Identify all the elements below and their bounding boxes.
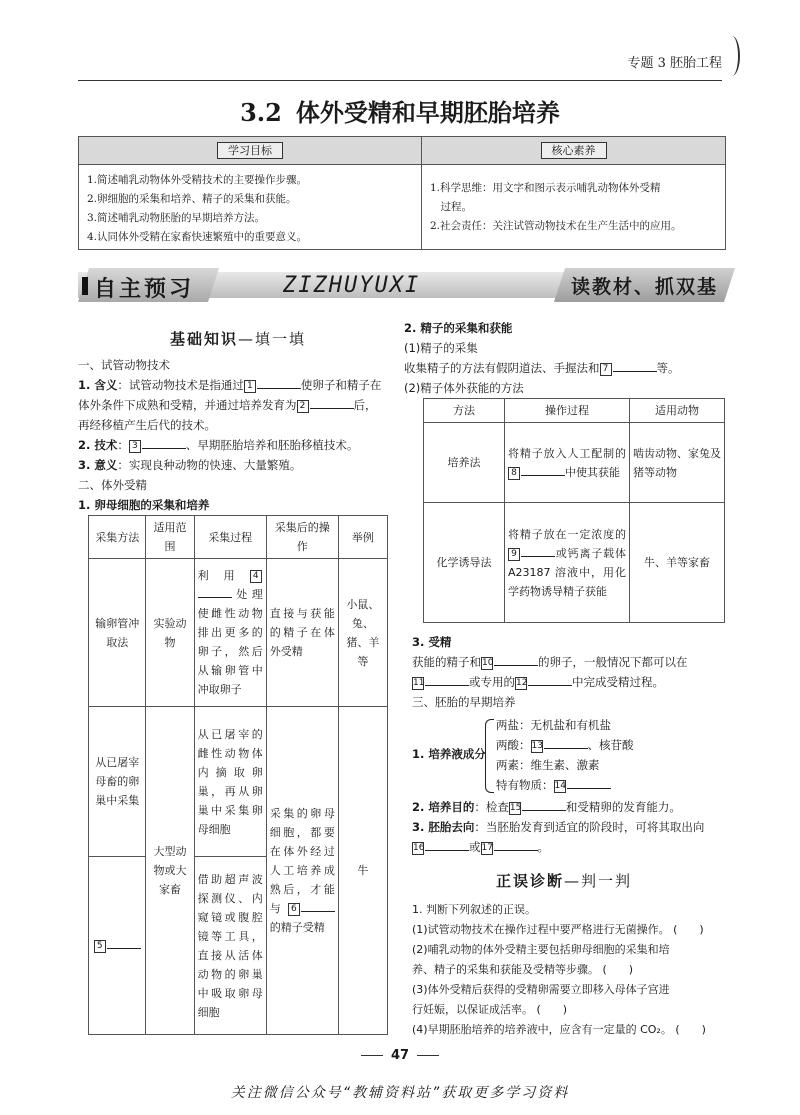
chapter-header: 专题 3 胚胎工程	[627, 56, 722, 71]
core-literacy-heading: 核心素养	[541, 142, 607, 159]
list-item: (2)哺乳动物的体外受精主要包括卵母细胞的采集和培	[412, 943, 670, 956]
footer-note: 关注微信公众号“教辅资料站”获取更多学习资料	[230, 1085, 570, 1101]
egg-collection-table	[88, 515, 388, 1035]
section-heading: 正误诊断—判一判	[495, 872, 633, 890]
sub-heading: 二、体外受精	[78, 478, 147, 492]
goal-item: 3.简述哺乳动物胚胎的早期培养方法。	[87, 212, 266, 224]
section-heading: 基础知识—填一填	[169, 330, 307, 348]
table-row: 从已屠宰母畜的卵巢中采集 大型动物或大家畜 从已屠宰的雌性动物体内摘取卵巢，再从卵巢中采集卵母细胞 采集的卵母细胞，都要在体外经过人工培养成熟后，才能与 6的精子受精 牛	[89, 707, 388, 857]
literacy-item: 2.社会责任：关注试管动物技术在生产生活中的应用。	[430, 220, 682, 232]
table-row: 5 借助超声波探测仪、内窥镜或腹腔镜等工具，直接从活体动物的卵巢中吸取卵母细胞	[89, 857, 388, 1035]
section-banner	[78, 268, 724, 302]
right-column: 2. 精子的采集和获能 (1)精子的采集 收集精子的方法有假阴道法、手握法和 7 等。 (2)精子体外获能的方法	[404, 321, 680, 395]
banner-mark-icon	[82, 277, 88, 295]
table-header-row: 方法 操作过程 适用动物	[424, 399, 725, 423]
learning-goals-heading: 学习目标	[217, 142, 283, 159]
header-decoration	[724, 36, 740, 76]
brace-icon	[485, 719, 494, 793]
goal-item: 1.简述哺乳动物体外受精技术的主要操作步骤。	[87, 174, 308, 186]
left-column: 基础知识—填一填 一、试管动物技术 1. 含义：试管动物技术是指通过 1 使卵子和精子在 体外条件下成熟和受精，并通过培养发育为 2 后， 再经移植产生后代的技术。 2. 技术： 3 、早期胚胎培养和胚胎移植技术。 3. 意义：实现良种动物的快速、大量繁殖。 二、体外受精 1. 卵母细胞的采集和培养	[78, 320, 398, 515]
banner-pinyin: ZIZHUYUXI	[283, 273, 421, 298]
goal-item: 2.卵细胞的采集和培养、精子的采集和获能。	[87, 193, 297, 205]
medium-label: 1. 培养液成分	[412, 747, 486, 761]
sub-heading: 一、试管动物技术	[78, 358, 170, 372]
learning-goals	[79, 137, 422, 249]
banner-slogan: 读教材、抓双基	[570, 276, 718, 298]
sub-heading: 三、胚胎的早期培养	[412, 695, 516, 709]
literacy-item: 过程。	[430, 201, 472, 213]
banner-title: 自主预习	[94, 277, 195, 302]
sperm-capacitation-table	[423, 398, 725, 623]
core-literacy	[422, 137, 725, 249]
table-row: 化学诱导法 将精子放在一定浓度的9 或钙离子载体 A23187 溶液中，用化学药物诱导精子获能 牛、羊等家畜	[424, 503, 725, 623]
goal-item: 4.认同体外受精在家畜快速繁殖中的重要意义。	[87, 231, 308, 243]
objectives-box	[78, 136, 726, 250]
literacy-item: 1.科学思维：用文字和图示表示哺乳动物体外受精	[430, 182, 661, 194]
page-title: 3.2 体外受精和早期胚胎培养	[240, 98, 560, 127]
list-item: (3)体外受精后获得的受精卵需要立即移入母体子宫进	[412, 983, 670, 996]
judgment-list: 1. 判断下列叙述的正误。 (1)试管动物技术在操作过程中要严格进行无菌操作。 ( ) (2)哺乳动物的体外受精主要包括卵母细胞的采集和培 养、精子的采集和获能及受精等步骤。 ( ) (3)体外受精后获得的受精卵需要立即移入母体子宫进 行妊娠，以保证成活率。 ( ) (4)早期胚胎培养的培养液中，应含有一定量的 CO₂。 ( )	[412, 900, 728, 1040]
table-row: 培养法 将精子放入人工配制的8 中使其获能 啮齿动物、家兔及猪等动物	[424, 423, 725, 503]
header-rule	[78, 80, 722, 81]
list-item: (4)早期胚胎培养的培养液中，应含有一定量的 CO₂。 ( )	[412, 1023, 706, 1036]
list-item: (1)试管动物技术在操作过程中要严格进行无菌操作。 ( )	[412, 923, 704, 936]
table-row: 输卵管冲取法 实验动物 利用 4处理使雌性动物排出更多的卵子，然后从输卵管中冲取卵子 直接与获能的精子在体外受精 小鼠、兔、猪、羊等	[89, 559, 388, 707]
table-header-row: 采集方法 适用范围 采集过程 采集后的操作 举例	[89, 516, 388, 559]
page-number: 47	[0, 1048, 800, 1063]
fertilization-block: 3. 受精 获能的精子和10 的卵子，一般情况下都可以在 11 或专用的12 中完成受精过程。 三、胚胎的早期培养	[412, 632, 724, 712]
